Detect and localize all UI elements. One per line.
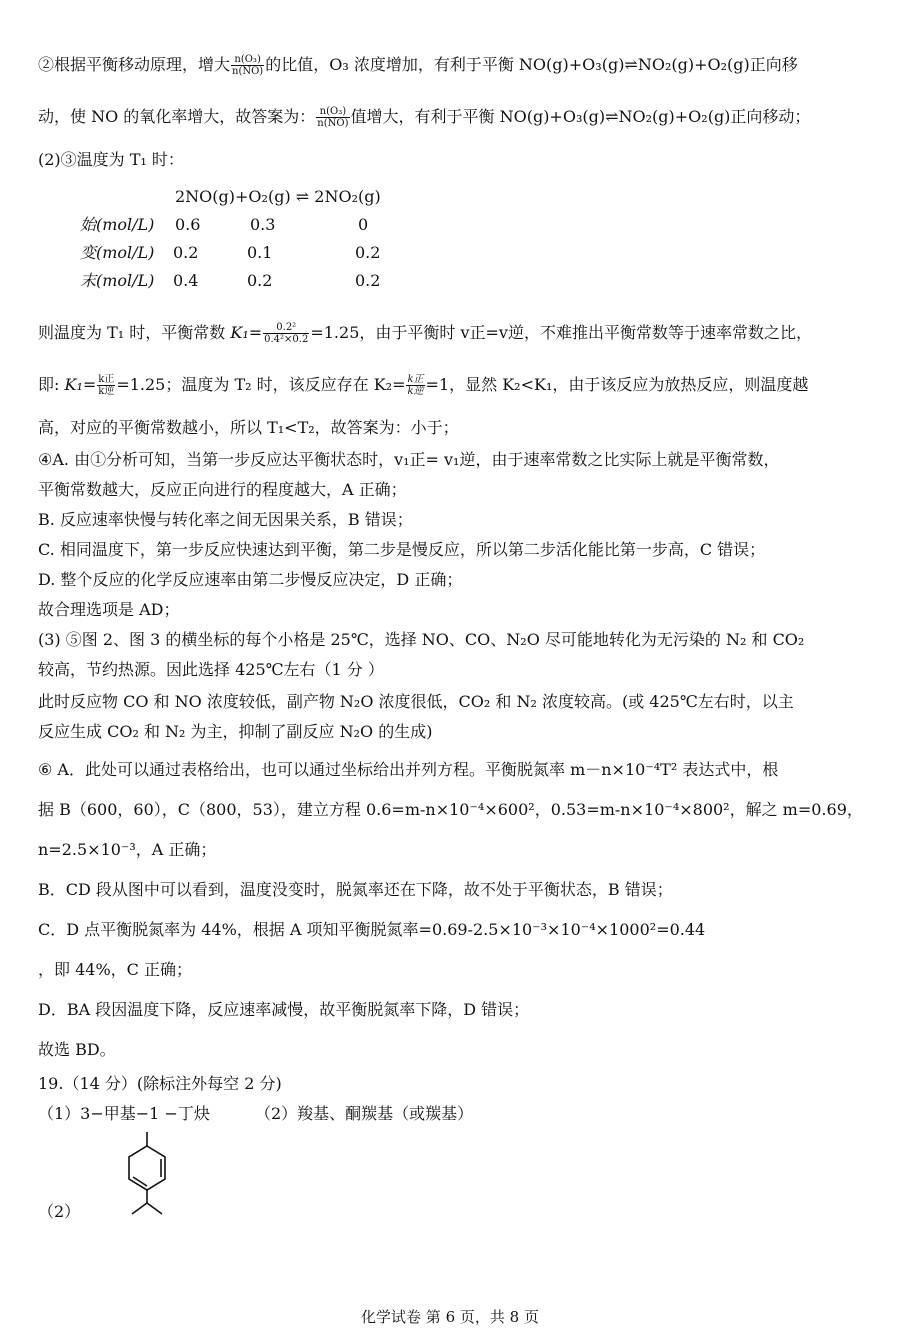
text: =1.25，由于平衡时 v正=v逆，不难推出平衡常数等于速率常数之比， [310, 323, 812, 342]
cell-value: 0.1 [247, 243, 273, 262]
text: = [248, 323, 263, 342]
fraction [316, 106, 349, 129]
fraction-numerator: k正 [407, 374, 424, 385]
answer-2: （2）羧基、酮羰基（或羰基） [254, 1104, 474, 1123]
fraction-numerator: k正 [98, 374, 115, 385]
constant-symbol: K₁ [64, 375, 83, 394]
answer-line [38, 1104, 473, 1124]
isopropyl-branch [147, 1203, 162, 1214]
molecule-structure [110, 1130, 200, 1230]
constant-symbol: K₁ [230, 323, 249, 342]
text: ②根据平衡移动原理，增大 [38, 55, 231, 74]
table-row [80, 242, 420, 264]
equation: 2NO(g)+O₂(g) ⇌ 2NO₂(g) [175, 187, 381, 206]
paragraph-line: (3) ⑤图 2、图 3 的横坐标的每个小格是 25℃，选择 NO、CO、N₂O 尽可能地转化为无污染的 N₂ 和 CO₂ [38, 630, 805, 649]
fraction-denominator: k逆 [407, 386, 424, 397]
cell-value: 0.2 [173, 243, 199, 262]
text: =1.25；温度为 T₂ 时，该反应存在 K₂= [116, 375, 406, 394]
isopropyl-branch [132, 1203, 147, 1214]
answer-1: （1）3−甲基−1 −丁炔 [38, 1104, 210, 1123]
paragraph-line: ⑥ A．此处可以通过表格给出，也可以通过坐标给出并列方程。平衡脱氮率 m－n×10⁻⁴T² 表达式中，根 [38, 760, 779, 779]
cell-value: 0.2 [247, 271, 273, 290]
fraction-numerator: n(O₃) [316, 106, 349, 118]
equilibrium-table [80, 186, 420, 298]
cell-value: 0.2 [355, 243, 381, 262]
paragraph-line [38, 374, 808, 397]
fraction-denominator: 0.4²×0.2 [264, 334, 309, 345]
cell-value: 0 [358, 215, 369, 234]
paragraph-line: C．D 点平衡脱氮率为 44%，根据 A 项知平衡脱氮率=0.69-2.5×10⁻³×10⁻⁴×1000²=0.44 [38, 920, 706, 939]
text: 的比值，O₃ 浓度增加，有利于平衡 NO(g)+O₃(g)⇌NO₂(g)+O₂(g)正向移 [265, 55, 798, 74]
fraction-denominator: n(NO) [317, 118, 349, 129]
paragraph-line: ，即 44%，C 正确； [38, 960, 192, 979]
paragraph-line: C. 相同温度下，第一步反应快速达到平衡，第二步是慢反应，所以第二步活化能比第一步高，C 错误； [38, 540, 766, 559]
row-label: 始(mol/L) [80, 215, 155, 234]
row-label: 末(mol/L) [80, 271, 155, 290]
double-bond [133, 1177, 147, 1186]
fraction-numerator: n(O₃) [231, 54, 264, 66]
cell-value: 0.2 [355, 271, 381, 290]
text: 即: [38, 375, 65, 394]
table-row [80, 270, 420, 292]
paragraph-line: 故合理选项是 AD； [38, 600, 180, 619]
fraction [263, 322, 309, 345]
fraction-numerator: 0.2² [263, 322, 309, 334]
fraction [97, 374, 115, 397]
paragraph-line: D. 整个反应的化学反应速率由第二步慢反应决定，D 正确； [38, 570, 463, 589]
fraction [406, 374, 424, 397]
question-header: 19.（14 分）(除标注外每空 2 分) [38, 1074, 282, 1093]
paragraph-line [38, 54, 798, 77]
fraction-denominator: k逆 [98, 386, 115, 397]
paragraph-line: ④A. 由①分析可知，当第一步反应达平衡状态时，v₁正= v₁逆，由于速率常数之比实际上就是平衡常数， [38, 450, 780, 469]
table-row [80, 214, 420, 236]
paragraph-line: (2)③温度为 T₁ 时： [38, 150, 184, 169]
text: = [82, 375, 97, 394]
paragraph-line: 平衡常数越大，反应正向进行的程度越大，A 正确； [38, 480, 407, 499]
paragraph-line: 较高，节约热源。因此选择 425℃左右（1 分 ） [38, 660, 384, 679]
text: =1，显然 K₂<K₁，由于该反应为放热反应，则温度越 [425, 375, 809, 394]
paragraph-line: n=2.5×10⁻³，A 正确； [38, 840, 217, 859]
paragraph-line: 反应生成 CO₂ 和 N₂ 为主，抑制了副反应 N₂O 的生成) [38, 722, 433, 741]
table-equation [80, 186, 420, 208]
cell-value: 0.3 [250, 215, 276, 234]
text: 则温度为 T₁ 时，平衡常数 [38, 323, 231, 342]
skeletal-formula [129, 1132, 165, 1214]
ring [129, 1146, 165, 1190]
paragraph-line: B．CD 段从图中可以看到，温度没变时，脱氮率还在下降，故不处于平衡状态，B 错误； [38, 880, 673, 899]
cell-value: 0.4 [173, 271, 199, 290]
fraction [231, 54, 264, 77]
paragraph-line: 故选 BD。 [38, 1040, 116, 1059]
paragraph-line: 据 B（600，60），C（800，53），建立方程 0.6=m-n×10⁻⁴×600²，0.53=m-n×10⁻⁴×800²，解之 m=0.69， [38, 800, 863, 819]
paragraph-line [38, 106, 810, 129]
fraction-denominator: n(NO) [232, 66, 264, 77]
paragraph-line: 此时反应物 CO 和 NO 浓度较低，副产物 N₂O 浓度很低，CO₂ 和 N₂ 浓度较高。(或 425℃左右时，以主 [38, 692, 794, 711]
cell-value: 0.6 [175, 215, 201, 234]
page-footer: 化学试卷 第 6 页，共 8 页 [361, 1308, 539, 1326]
text: 动，使 NO 的氧化率增大，故答案为： [38, 107, 316, 126]
paragraph-line: D．BA 段因温度下降，反应速率减慢，故平衡脱氮率下降，D 错误； [38, 1000, 530, 1019]
paragraph-line [38, 322, 812, 345]
paragraph-line: 高，对应的平衡常数越小，所以 T₁<T₂，故答案为：小于； [38, 418, 459, 437]
answer-label: （2） [38, 1202, 81, 1221]
paragraph-line: B. 反应速率快慢与转化率之间无因果关系，B 错误； [38, 510, 413, 529]
row-label: 变(mol/L) [80, 243, 155, 262]
text: 值增大，有利于平衡 NO(g)+O₃(g)⇌NO₂(g)+O₂(g)正向移动； [350, 107, 811, 126]
